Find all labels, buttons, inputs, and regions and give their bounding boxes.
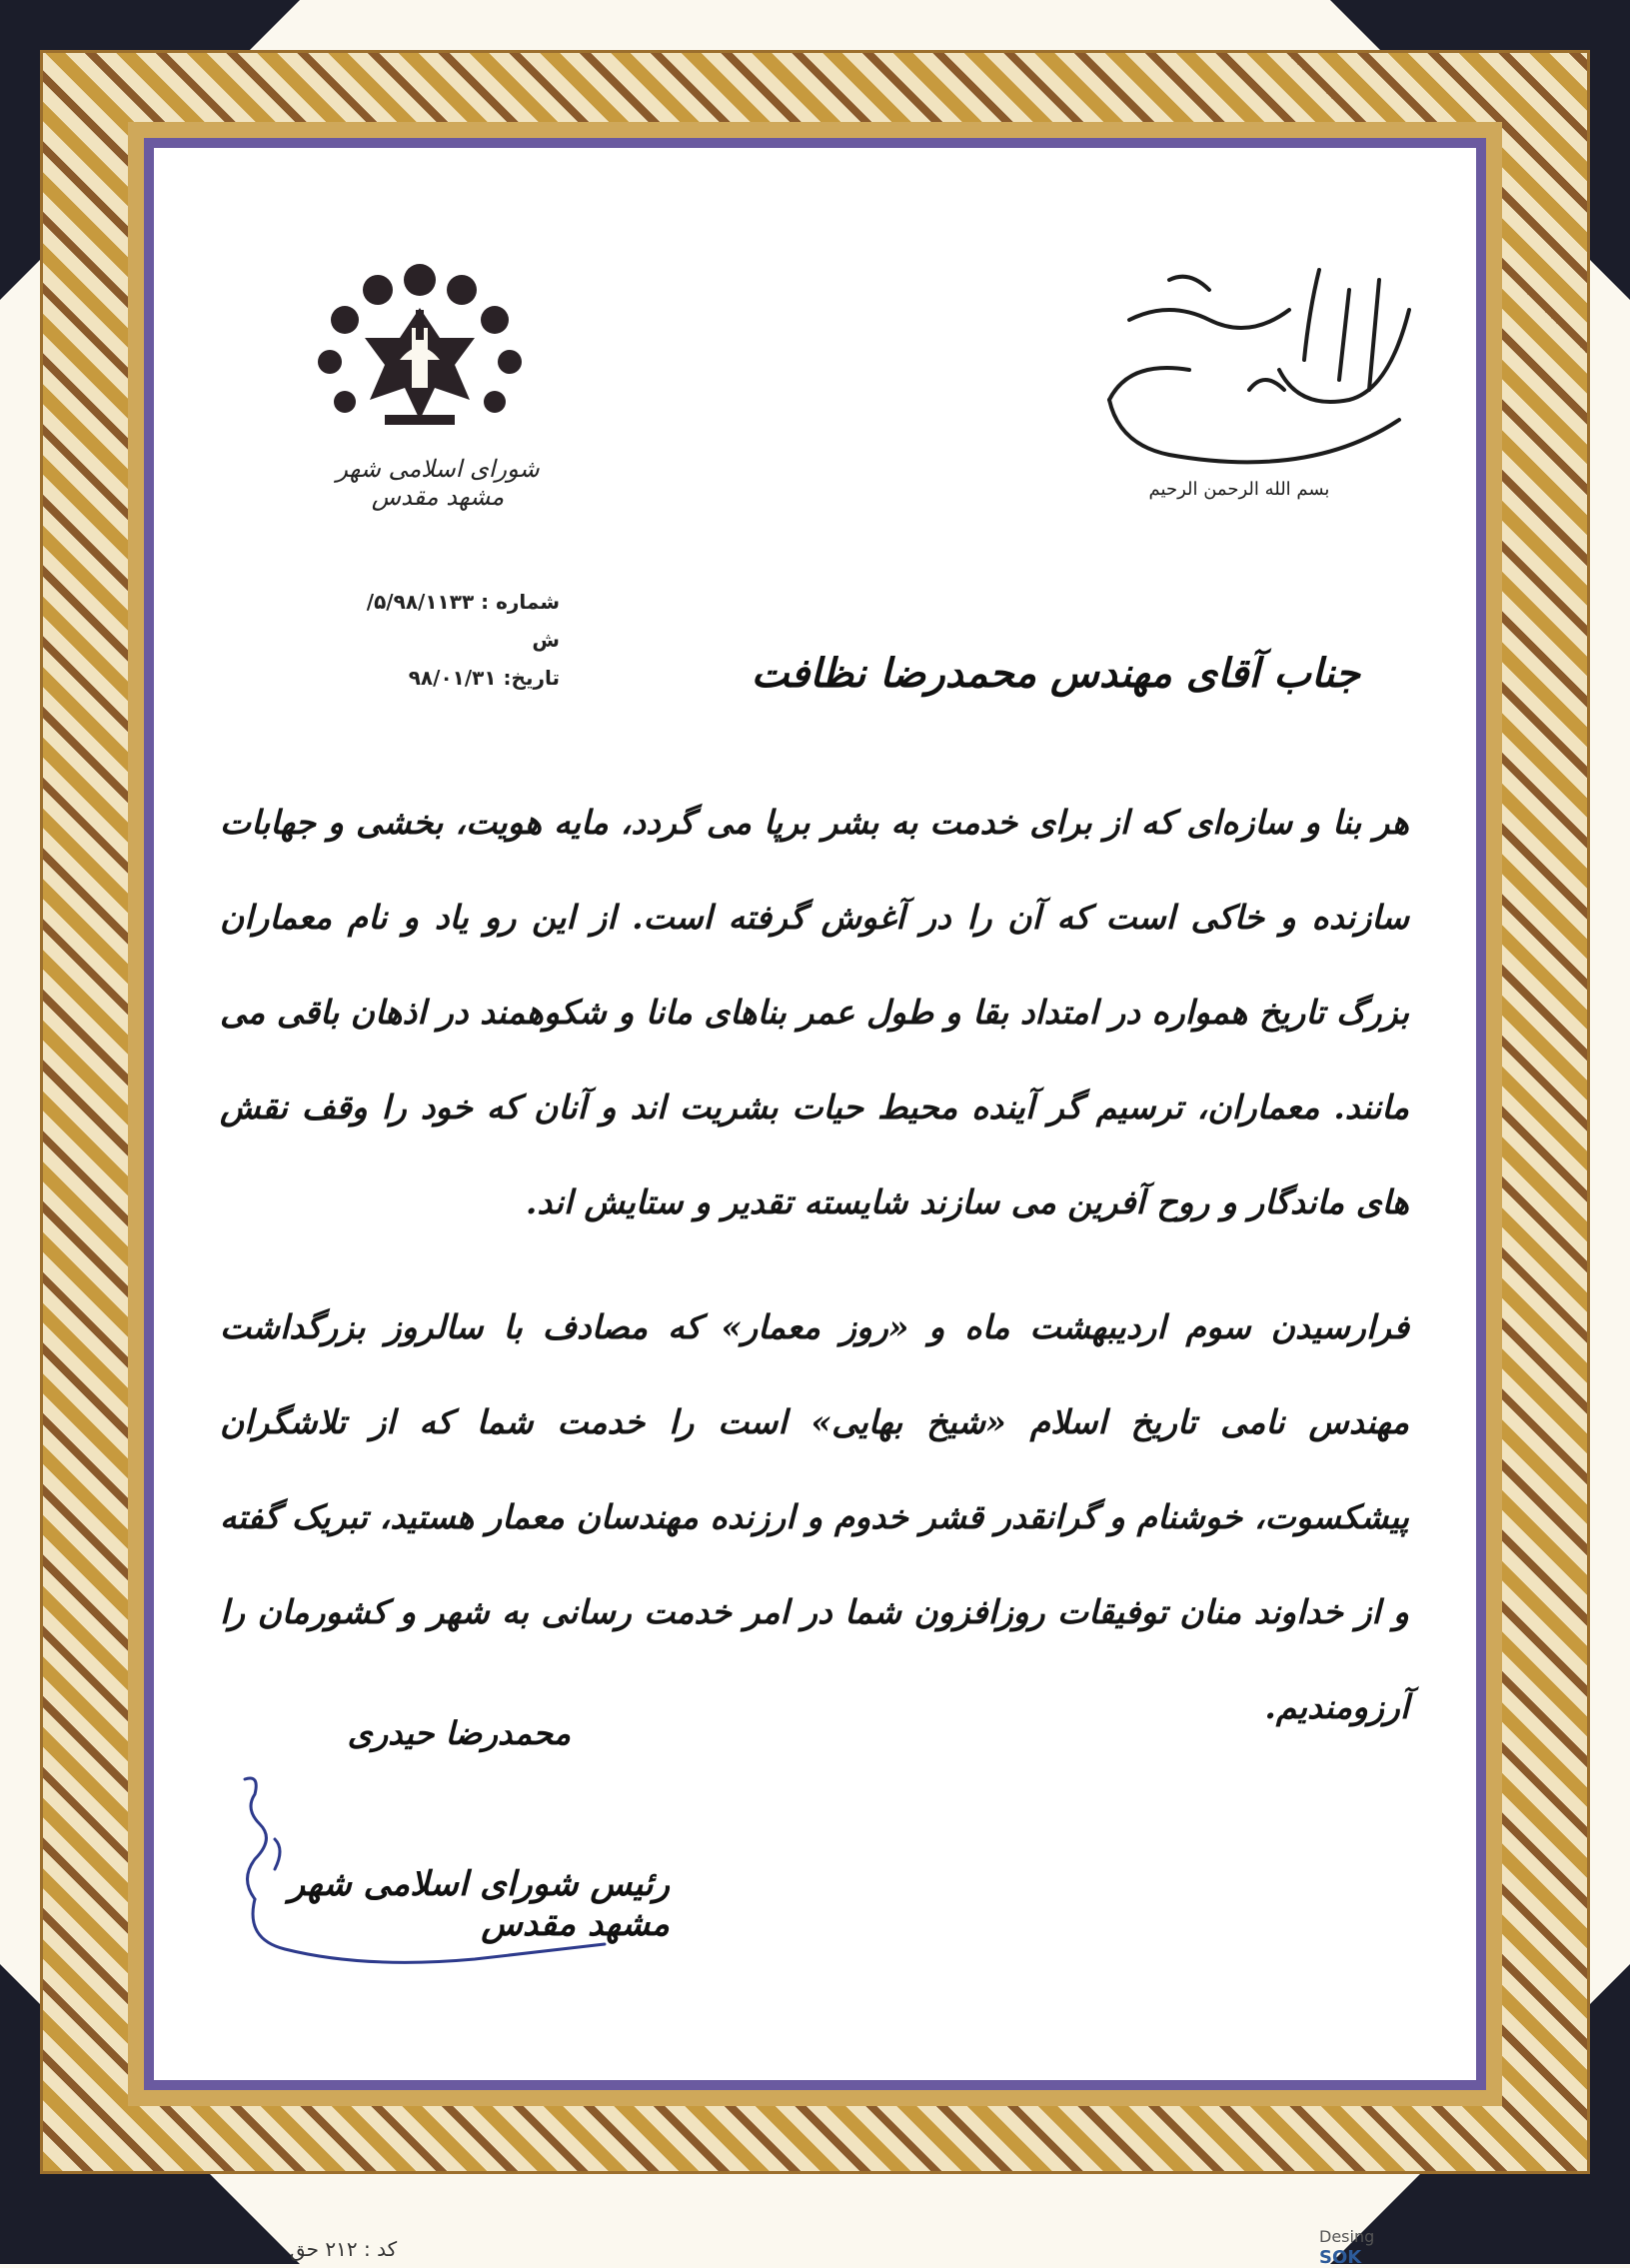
paragraph-2: فرارسیدن سوم اردیبهشت ماه و «روز معمار» که مصادف با سالروز بزرگداشت مهندس نامی تاریخ اسلام «شیخ بهایی» است را خدمت شما که از تلاشگران پیشکسوت، خوشنام و گرانقدر قشر خدوم و ارزنده مهندسان معمار هستید، تبریک گفته و از خداوند منان توفیقات روزافزون شما در امر خدمت رسانی به شهر و کشورمان را آرزومندیم. [220, 1307, 1409, 1726]
basmala-text: بسم الله الرحمن الرحیم [1148, 479, 1330, 500]
salutation: جناب آقای مهندس محمدرضا نظافت [751, 650, 1360, 697]
paragraph-1: هر بنا و سازه‌ای که از برای خدمت به بشر برپا می گردد، مایه هویت، بخشی و جهابات سازنده و خاکی است که آن را در آغوش گرفته است. از این رو یاد و نام معماران بزرگ تاریخ همواره در امتداد بقا و طول عمر بناهای مانا و شکوهمند در اذهان باقی می مانند. معماران، ترسیم گر آینده محیط حیات بشریت اند و آنان که خود را وقف نقش های ماندگار و روح آفرین می سازند شایسته تقدیر و ستایش اند. [220, 803, 1409, 1221]
letter-body [220, 775, 1409, 1754]
footer-code-extra: حق [290, 2237, 320, 2261]
footer-design-label: Desing [1319, 2227, 1375, 2246]
reference-block [340, 583, 560, 697]
footer-code [290, 2237, 397, 2261]
reference-date: تاریخ: ۹۸/۰۱/۳۱ [408, 666, 560, 690]
signer-title: رئیس شورای اسلامی شهر مشهد مقدس [288, 1864, 670, 1944]
footer-code-label: کد : ۲۱۲ [325, 2237, 398, 2261]
basmala-calligraphy [1049, 250, 1429, 500]
reference-number: شماره : ۵/۹۸/۱۱۳۳/ش [366, 590, 560, 652]
logo-caption: شورای اسلامی شهر مشهد مقدس [336, 455, 540, 511]
footer-brand: SOK [1319, 2247, 1362, 2268]
signer-name: محمدرضا حیدری [347, 1714, 571, 1752]
